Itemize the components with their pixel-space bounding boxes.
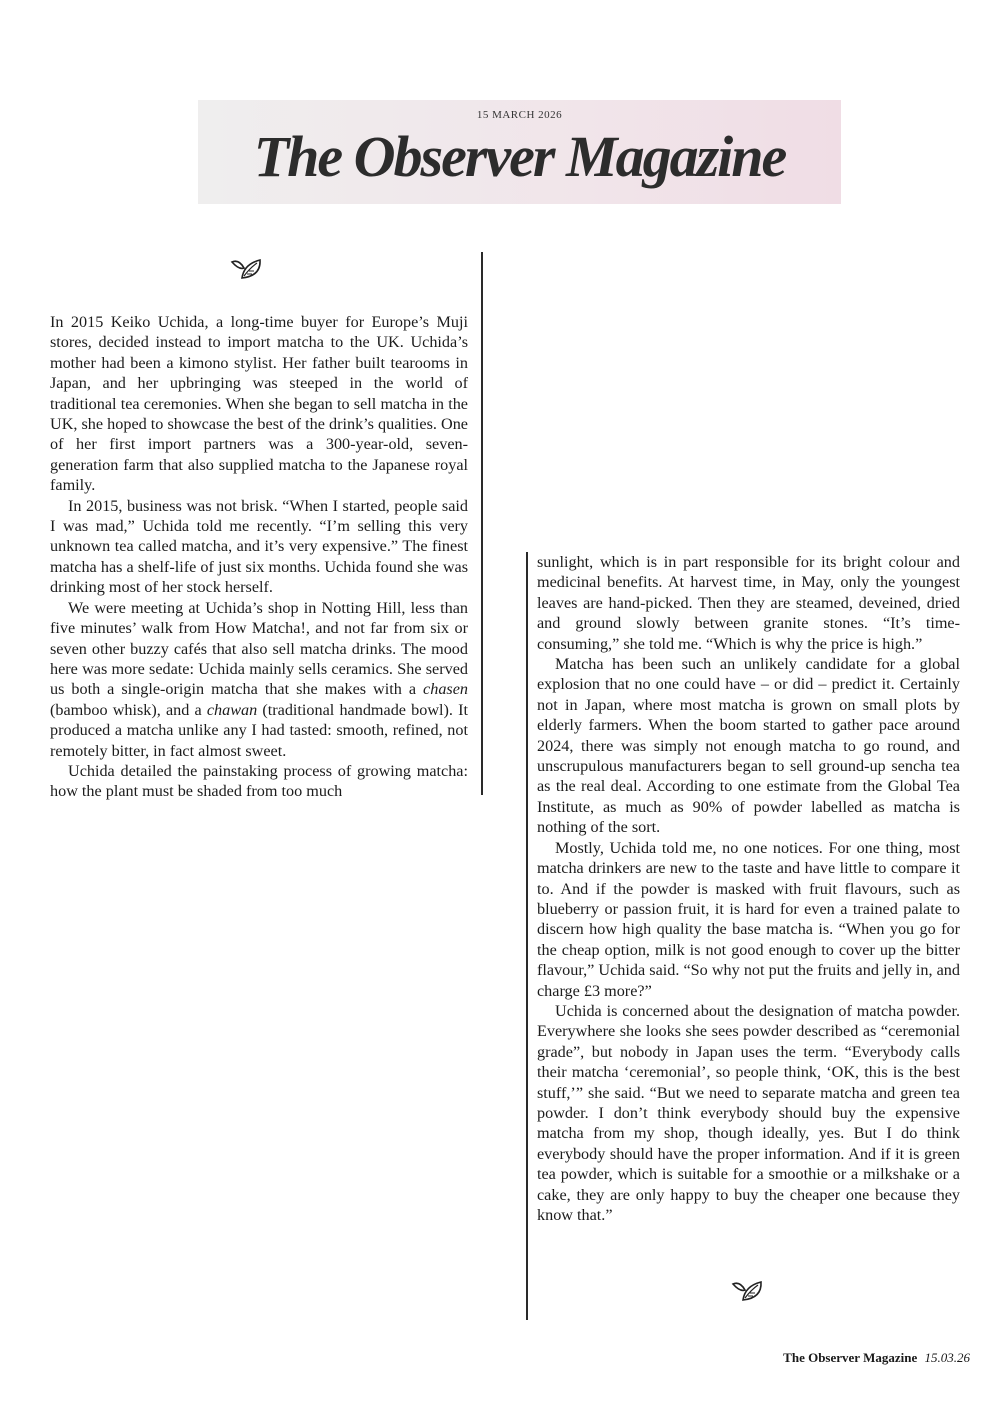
- article-paragraph: [537, 654, 960, 838]
- italic-term: chasen: [423, 680, 468, 699]
- text-run: (bamboo whisk), and a: [50, 700, 207, 719]
- footer-title: The Observer Magazine: [783, 1350, 918, 1365]
- article-paragraph: [537, 552, 960, 654]
- page-footer: [783, 1350, 970, 1366]
- leaf-ornament-end-icon: [731, 1278, 767, 1304]
- masthead: [198, 100, 841, 204]
- text-run: (traditional handmade bowl). It produced a matcha unlike any I had tasted: smooth, refined, not remotely bitter, in fact almost sweet.: [50, 700, 468, 760]
- text-run: Uchida is concerned about the designation of matcha powder. Everywhere she looks she sees powder described as “ceremonial grade”, but nobody in Japan uses the term. “Everybody calls their matcha ‘ceremonial’, so people think, ‘OK, this is the best stuff,’” she said. “But we need to separate matcha and green tea powder. I don’t think everybody should buy the expensive matcha from my shop, though ideally, yes. But I do think everybody should have the proper information. And if it is green tea powder, which is suitable for a smoothie or a milkshake or a cake, they are only happy to buy the cheaper one because they know that.”: [537, 1001, 960, 1224]
- text-run: We were meeting at Uchida’s shop in Notting Hill, less than five minutes’ walk from How Matcha!, and not far from six or seven other buzzy cafés that also sell matcha drinks. The mood here was more sedate: Uchida mainly sells ceramics. She served us both a single-origin matcha that she makes with a: [50, 598, 468, 699]
- masthead-date: 15 MARCH 2026: [476, 109, 563, 121]
- text-run: In 2015 Keiko Uchida, a long-time buyer for Europe’s Muji stores, decided instead to import matcha to the UK. Uchida’s mother had been a kimono stylist. Her father built tearooms in Japan, and her upbringing was steeped in the world of traditional tea ceremonies. When she began to sell matcha in the UK, she hoped to showcase the best of the drink’s qualities. One of her first import partners was a 300-year-old, seven-generation farm that also supplied matcha to the Japanese royal family.: [50, 313, 468, 495]
- article-column-left: [50, 312, 468, 802]
- text-run: sunlight, which is in part responsible for its bright colour and medicinal benefits. At harvest time, in May, only the youngest leaves are hand-picked. Then they are steamed, deveined, dried and ground slowly between granite stones. “It’s time-consuming,” she told me. “Which is why the price is high.”: [537, 553, 960, 653]
- column-rule-right: [526, 552, 528, 1320]
- footer-date: 15.03.26: [924, 1350, 970, 1365]
- text-run: Uchida detailed the painstaking process of growing matcha: how the plant must be shaded from too much: [50, 761, 468, 801]
- leaf-ornament-icon: [230, 256, 266, 282]
- article-paragraph: [50, 598, 468, 761]
- article-paragraph: [50, 496, 468, 598]
- article-paragraph: [537, 838, 960, 1001]
- article-column-right: [537, 552, 960, 1225]
- text-run: Mostly, Uchida told me, no one notices. For one thing, most matcha drinkers are new to the taste and have little to compare it to. And if the powder is masked with fruit flavours, such as blueberry or passion fruit, it is hard for even a trained palate to discern how high quality the base matcha is. “When you go for the cheap option, milk is not good enough to cover up the bitter flavour,” Uchida said. “So why not put the fruits and jelly in, and charge £3 more?”: [537, 838, 960, 1000]
- column-rule-left: [481, 252, 483, 795]
- text-run: In 2015, business was not brisk. “When I started, people said I was mad,” Uchida told me recently. “I’m selling this very unknown tea called matcha, and it’s very expensive.” The finest matcha has a shelf-life of just six months. Uchida found she was drinking most of her stock herself.: [50, 496, 468, 597]
- article-paragraph: [50, 312, 468, 496]
- italic-term: chawan: [206, 700, 258, 719]
- text-run: Matcha has been such an unlikely candidate for a global explosion that no one could have – or did – predict it. Certainly not in Japan, where most matcha is grown on small plots by elderly farmers. When the boom started to gather pace around 2024, there was simply not enough matcha to go round, and unscrupulous manufacturers began to sell ground-up sencha tea as the real deal. According to one estimate from the Global Tea Institute, as much as 90% of powder labelled as matcha is nothing of the sort.: [537, 655, 960, 837]
- article-paragraph: [50, 761, 468, 802]
- masthead-title: The Observer Magazine: [253, 124, 786, 189]
- article-paragraph: [537, 1001, 960, 1225]
